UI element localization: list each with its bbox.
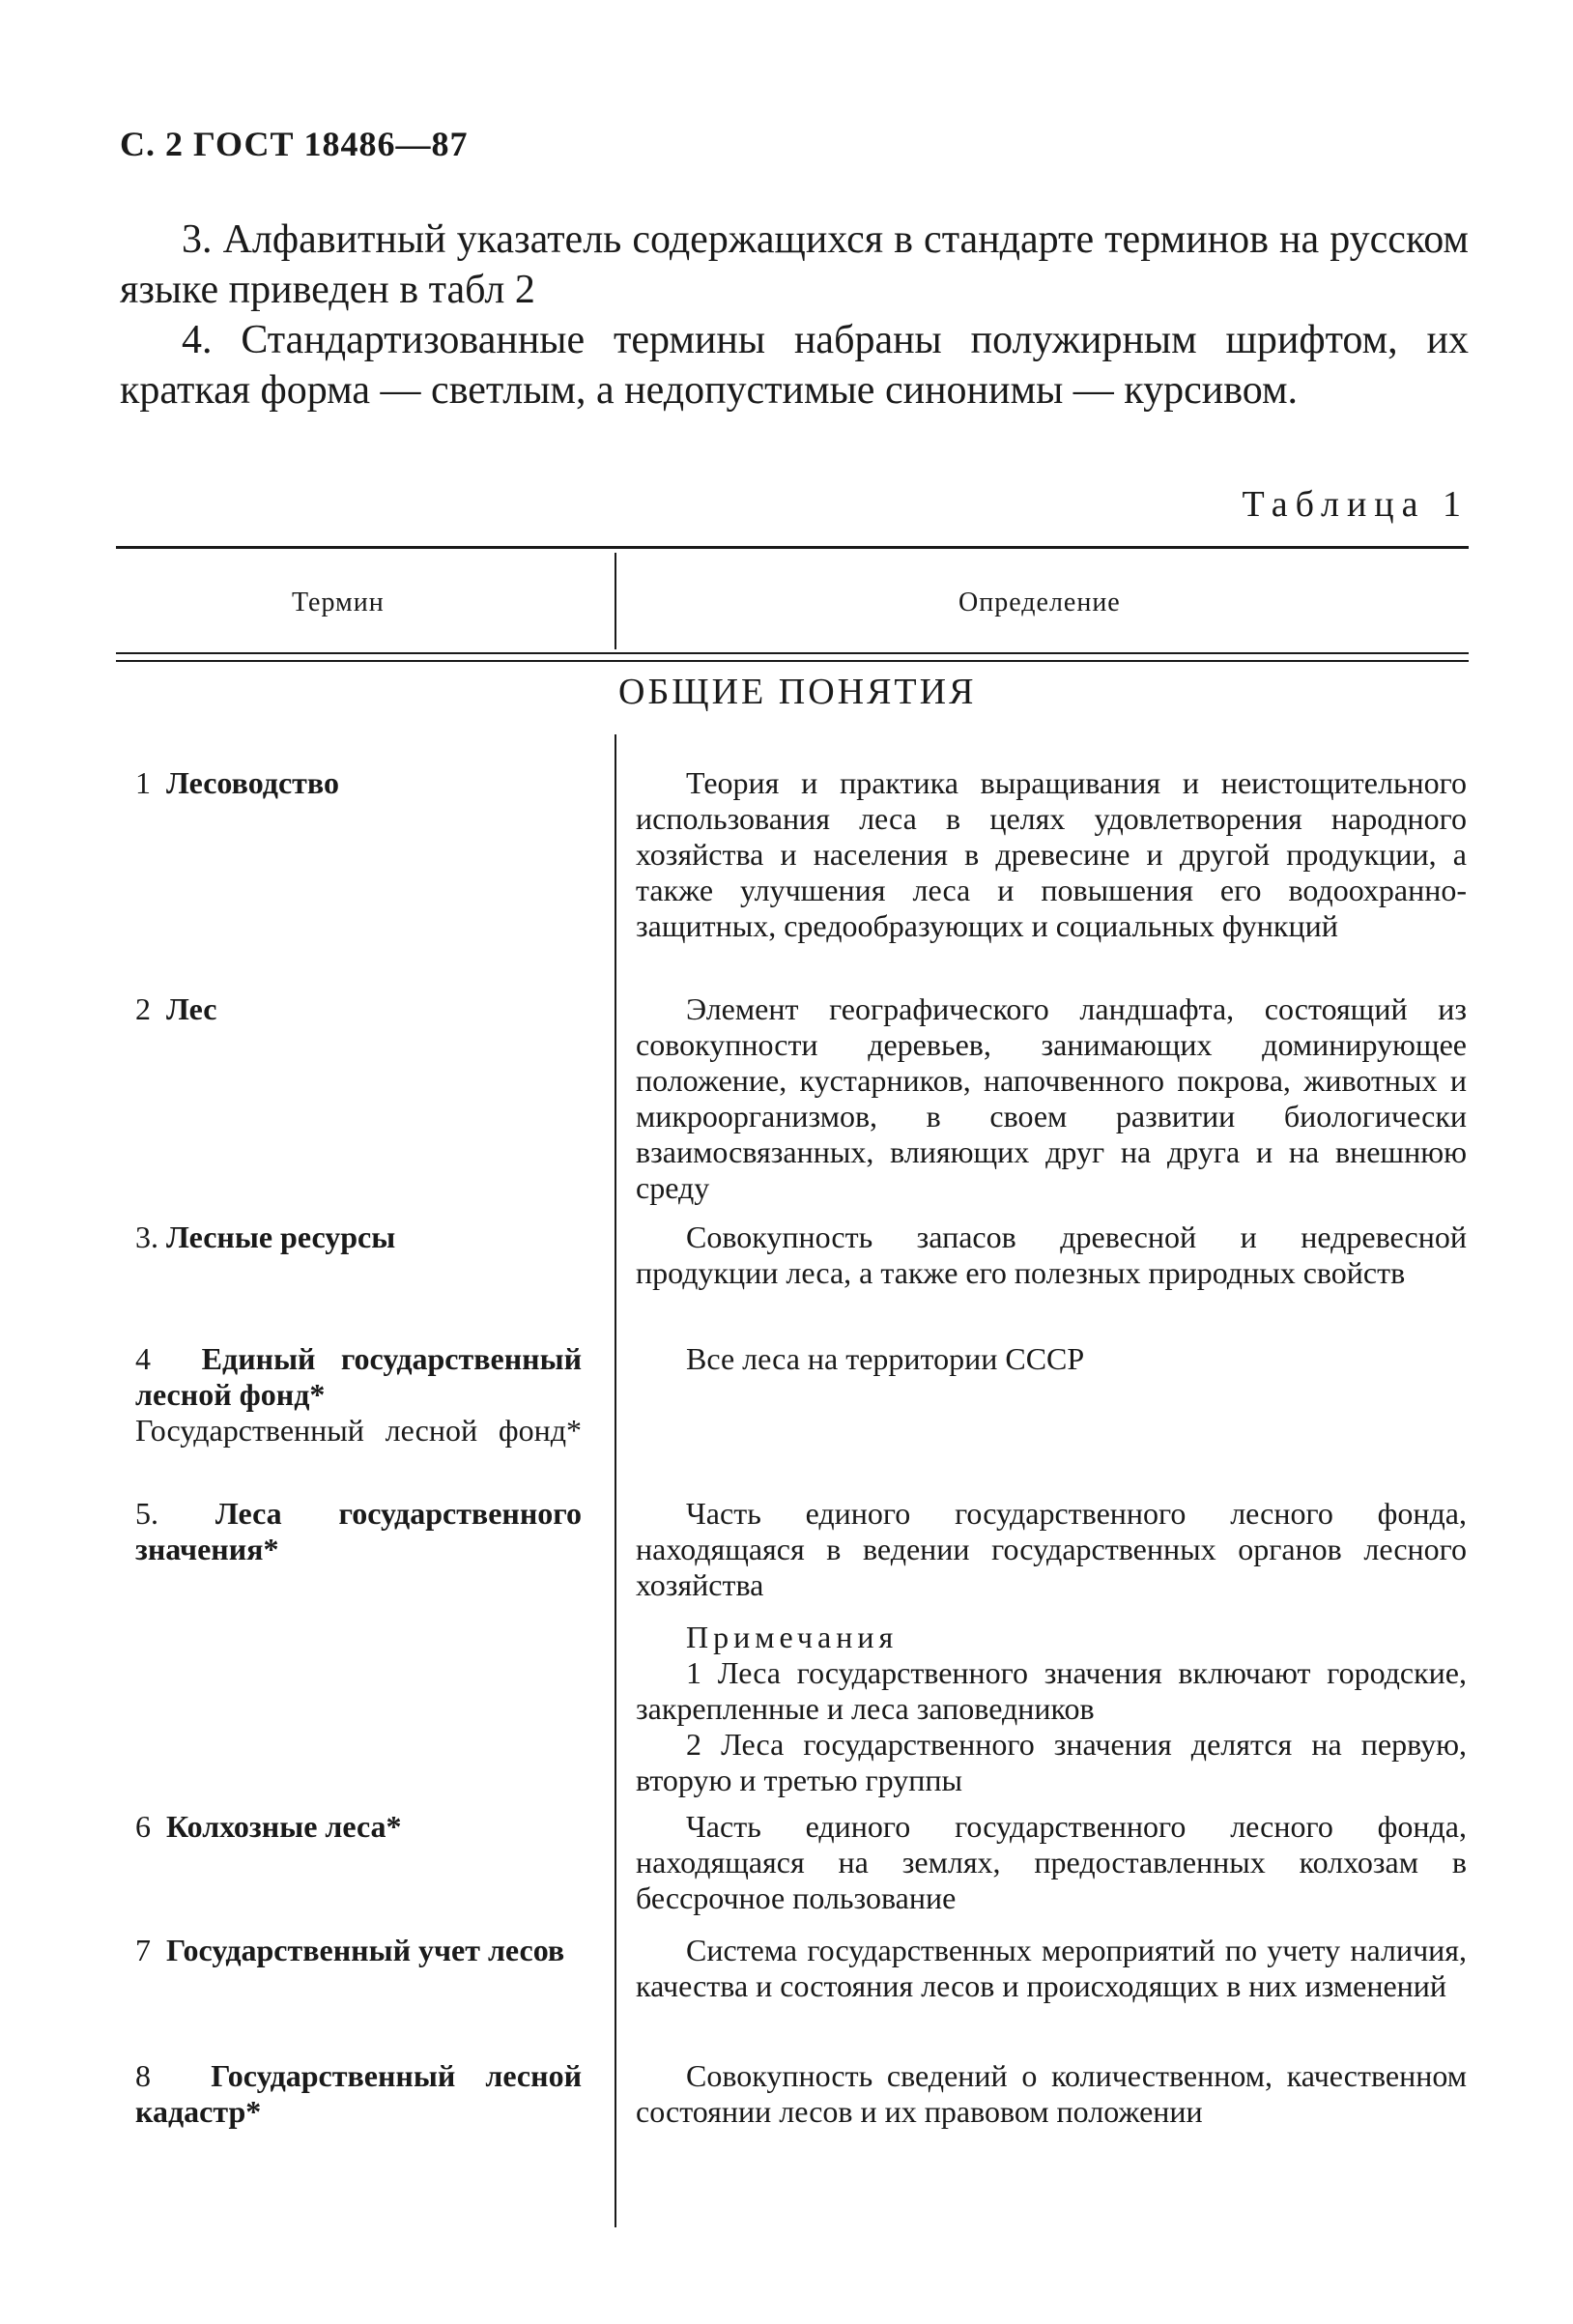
term-short-form: Государственный лесной фонд* <box>135 1413 582 1448</box>
term-text: Лесоводство <box>166 765 339 800</box>
intro-paragraph-4: 4. Стандартизованные термины набраны полужирным шрифтом, их краткая форма — светлым, а недопустимые синонимы — курсивом. <box>120 318 1469 413</box>
body-column-divider <box>615 734 616 2227</box>
notes-heading: Примечания <box>686 1620 899 1654</box>
table-row-definition: Теория и практика выращивания и неистощительного использования леса в целях удовлетворения народного хозяйства и населения в древесине и другой продукции, а также улучшения леса и повышения его водоохранно-защитных, средообразующих и социальных функций <box>636 765 1467 943</box>
header-bottom-rule-2 <box>116 660 1469 662</box>
term-text: Леса государственного значения* <box>135 1496 582 1566</box>
term-text: Лес <box>166 991 217 1026</box>
table-row-definition: Совокупность сведений о количественном, качественном состоянии лесов и их правовом положении <box>636 2058 1467 2129</box>
table-row-term <box>135 1496 582 1567</box>
table-row-term <box>135 1933 582 1968</box>
table-row-term <box>135 1809 582 1845</box>
table-row-definition: Часть единого государственного лесного фонда, находящаяся на землях, предоставленных колхозам в бессрочное пользование <box>636 1809 1467 1915</box>
note-item: 1 Леса государственного значения включают городские, закрепленные и леса заповедников <box>636 1655 1467 1726</box>
column-header-definition: Определение <box>958 588 1121 617</box>
table-row-term <box>135 991 582 1027</box>
header-column-divider <box>615 553 616 649</box>
table-row-term <box>135 2058 582 2130</box>
table-row-definition: Система государственных мероприятий по учету наличия, качества и состояния лесов и происходящих в них изменений <box>636 1933 1467 2003</box>
column-header-term: Термин <box>292 588 385 617</box>
table-top-rule <box>116 546 1469 549</box>
table-row-term <box>135 1219 582 1255</box>
page-header: С. 2 ГОСТ 18486—87 <box>120 125 469 163</box>
term-number: 7 <box>135 1933 151 1967</box>
note-item: 2 Леса государственного значения делятся на первую, вторую и третью группы <box>636 1727 1467 1797</box>
table-caption: Таблица 1 <box>1242 484 1469 525</box>
term-text: Единый государственный лесной фонд* <box>135 1341 582 1412</box>
table-row-term <box>135 765 582 801</box>
table-row-definition: Все леса на территории СССР <box>686 1341 1085 1376</box>
table-row-definition: Совокупность запасов древесной и недревесной продукции леса, а также его полезных природных свойств <box>636 1219 1467 1290</box>
term-number: 6 <box>135 1809 151 1844</box>
table-row-definition: Часть единого государственного лесного фонда, находящаяся в ведении государственных органов лесного хозяйства <box>636 1496 1467 1602</box>
term-number: 3. <box>135 1219 158 1254</box>
term-text: Лесные ресурсы <box>166 1219 396 1254</box>
intro-paragraph-3: 3. Алфавитный указатель содержащихся в стандарте терминов на русском языке приведен в табл 2 <box>120 217 1469 312</box>
term-number: 4 <box>135 1341 151 1376</box>
term-text: Государственный учет лесов <box>166 1933 565 1967</box>
term-text: Колхозные леса* <box>166 1809 402 1844</box>
term-number: 1 <box>135 765 151 800</box>
intro-text <box>120 215 1469 416</box>
table-row-definition: Элемент географического ландшафта, состоящий из совокупности деревьев, занимающих доминирующее положение, кустарников, напочвенного покрова, животных и микроорганизмов, в своем развитии биологически взаимосвязанных, влияющих друг на друга и на внешнюю среду <box>636 991 1467 1205</box>
term-text: Государственный лесной кадастр* <box>135 2058 582 2129</box>
table-row-term <box>135 1341 582 1449</box>
term-number: 5. <box>135 1496 158 1531</box>
header-bottom-rule <box>116 652 1469 654</box>
section-title: ОБЩИЕ ПОНЯТИЯ <box>618 672 977 712</box>
notes-block <box>636 1620 1467 1798</box>
term-number: 2 <box>135 991 151 1026</box>
term-number: 8 <box>135 2058 151 2093</box>
